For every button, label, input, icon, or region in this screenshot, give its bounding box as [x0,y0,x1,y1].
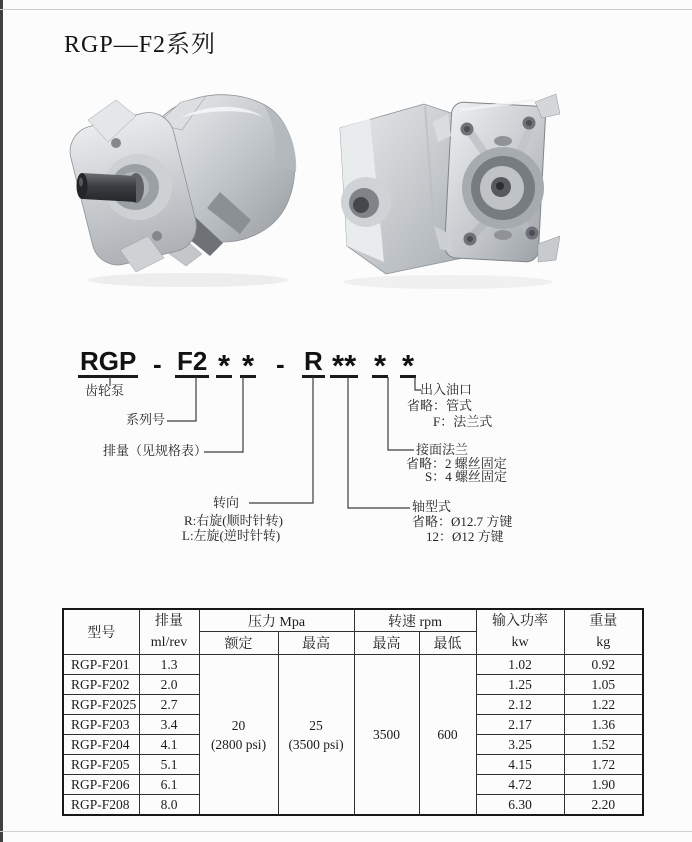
spec-table [62,608,644,816]
spec-cell: 3500 [354,655,419,816]
spec-cell: 1.25 [476,675,564,695]
page-border-bottom [0,831,692,832]
callout-flange-default: 省略：2 螺丝固定 [406,456,507,471]
callout-port-flange: F：法兰式 [433,414,493,429]
callout-rotation-right: R:右旋(顺时针转) [184,513,283,528]
model-code-asterisk: * [218,348,231,383]
callout-flange-s: S：4 螺丝固定 [425,469,507,484]
page-title: RGP—F2系列 [64,32,217,58]
header-model: 型号 [63,609,139,655]
spec-cell: 3.25 [476,735,564,755]
model-code-segment: R [304,346,323,376]
model-code-segment: - [276,349,285,379]
spec-row [63,655,643,675]
spec-cell: 600 [419,655,476,816]
model-code-segment: - [153,349,162,379]
header-pressure-max: 最高 [278,632,354,655]
header-displacement: 排量 ml/rev [139,609,199,655]
spec-cell: 2.0 [139,675,199,695]
page-border-top [0,9,692,10]
spec-cell: RGP-F205 [63,755,139,775]
spec-cell: 1.36 [564,715,643,735]
header-speed: 转速 rpm [354,609,476,632]
model-code-asterisk: * [374,348,387,383]
spec-cell: RGP-F206 [63,775,139,795]
header-power: 输入功率 kw [476,609,564,655]
spec-cell: 4.72 [476,775,564,795]
spec-cell: 4.1 [139,735,199,755]
callout-port-default: 省略：管式 [407,398,473,413]
spec-cell: 6.1 [139,775,199,795]
spec-cell: 1.72 [564,755,643,775]
callout-flange-title: 接面法兰 [416,442,469,457]
spec-cell: 2.7 [139,695,199,715]
spec-cell: 20 (2800 psi) [199,655,278,816]
header-speed-min: 最低 [419,632,476,655]
spec-cell: 25 (3500 psi) [278,655,354,816]
spec-cell: 2.17 [476,715,564,735]
model-code-asterisk: ** [332,348,357,383]
callout-rotation-left: L:左旋(逆时针转) [182,528,281,543]
spec-table-body [63,655,643,816]
spec-cell: 5.1 [139,755,199,775]
spec-table-header [63,609,643,655]
spec-cell: 2.12 [476,695,564,715]
model-code-asterisk: * [242,348,255,383]
header-weight: 重量 kg [564,609,643,655]
spec-cell: 1.22 [564,695,643,715]
callout-rotation-title: 转向 [213,495,240,510]
spec-cell: RGP-F201 [63,655,139,675]
callout-displacement: 排量（见规格表） [103,443,208,458]
gear-pump-flange-photo [330,84,602,314]
spec-cell: 1.02 [476,655,564,675]
spec-cell: 1.3 [139,655,199,675]
callout-gear-pump: 齿轮泵 [85,383,125,398]
header-pressure-rated: 额定 [199,632,278,655]
spec-cell: 2.20 [564,795,643,816]
spec-cell: 3.4 [139,715,199,735]
callout-shaft-default: 省略：Ø12.7 方键 [412,514,513,529]
spec-cell: RGP-F204 [63,735,139,755]
header-pressure: 压力 Mpa [199,609,354,632]
spec-cell: RGP-F2025 [63,695,139,715]
model-code-asterisk: * [402,348,415,383]
spec-cell: RGP-F208 [63,795,139,816]
callout-series-number: 系列号 [126,412,166,427]
spec-cell: 0.92 [564,655,643,675]
callout-shaft-title: 轴型式 [412,499,452,514]
spec-cell: 1.52 [564,735,643,755]
callout-port-title: 出入油口 [420,382,473,397]
model-code-segment: RGP [80,346,137,376]
header-speed-max: 最高 [354,632,419,655]
callout-shaft-12: 12：Ø12 方键 [426,529,504,544]
gear-pump-side-photo [60,88,332,314]
spec-cell: 8.0 [139,795,199,816]
spec-cell: 1.90 [564,775,643,795]
spec-cell: 6.30 [476,795,564,816]
spec-cell: 4.15 [476,755,564,775]
model-code-segment: F2 [177,346,208,376]
spec-cell: RGP-F202 [63,675,139,695]
spec-cell: 1.05 [564,675,643,695]
spec-cell: RGP-F203 [63,715,139,735]
